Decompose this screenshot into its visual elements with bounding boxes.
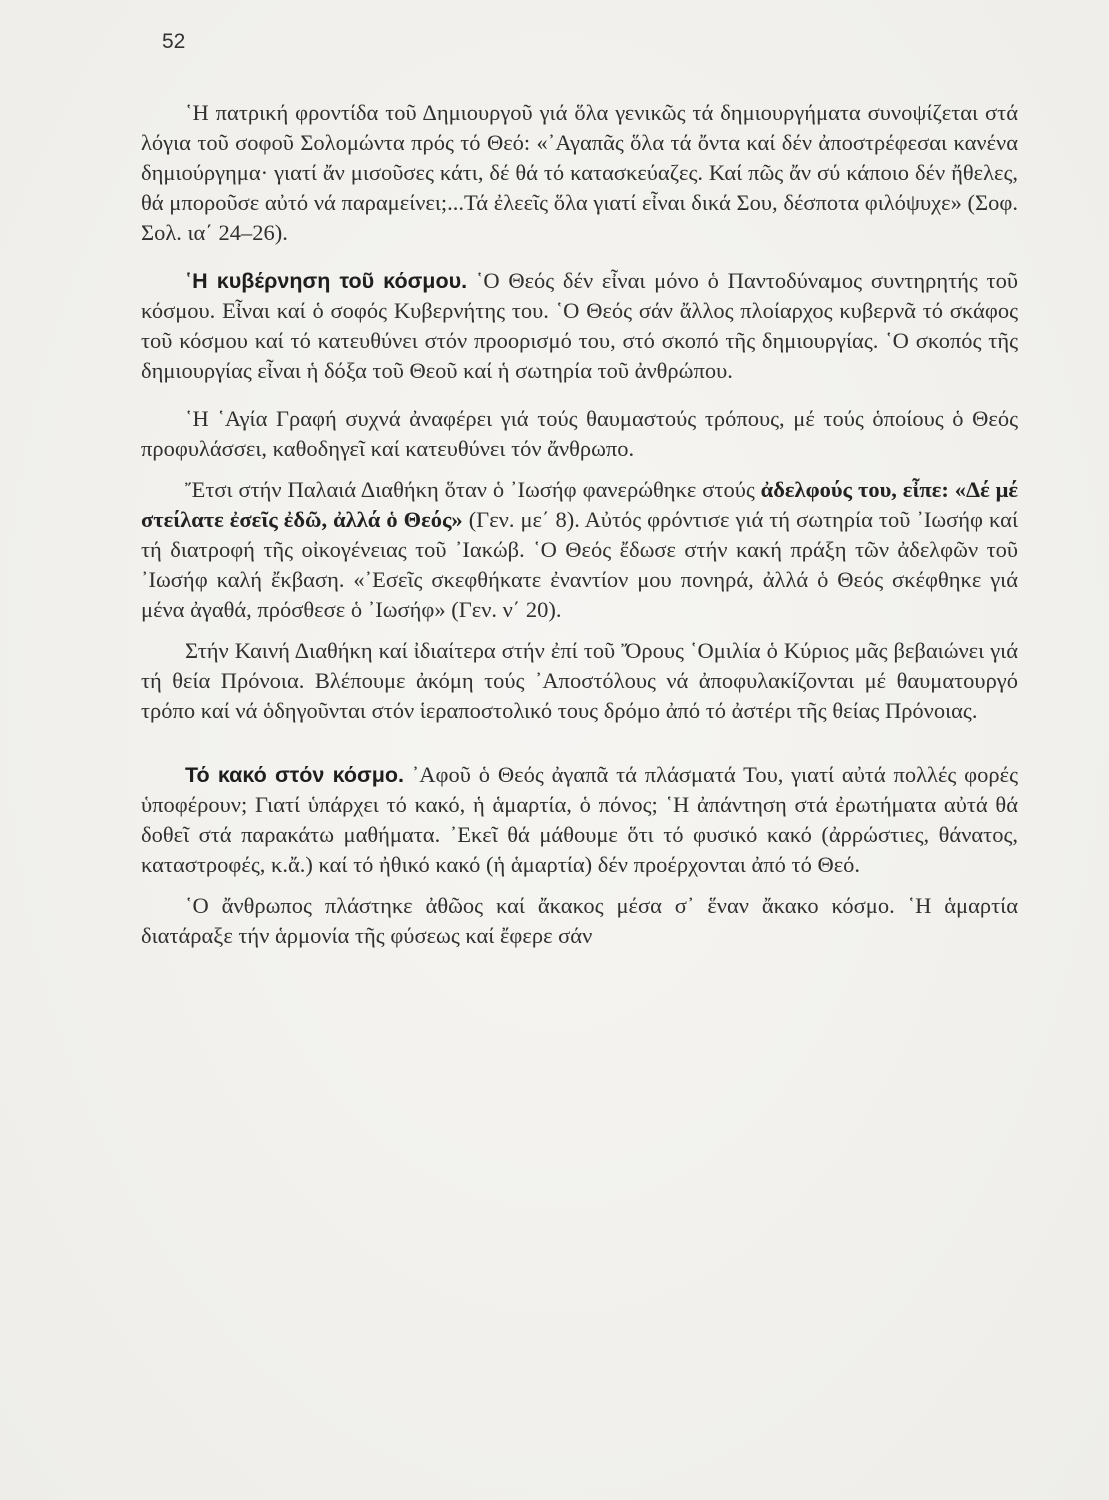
paragraph-world-governance <box>141 266 1018 386</box>
page-body <box>141 98 1018 951</box>
paragraph-governance-text: ῾Ο Θεός δέν εἶναι μόνο ὁ Παντοδύναμος συντηρητής τοῦ κόσμου. Εἶναι καί ὁ σοφός Κυβερνήτης του. ῾Ο Θεός σάν ἄλλος πλοίαρχος κυβερνᾶ τό σκάφος τοῦ κόσμου καί τό κατευθύνει στόν προορισμό του, στό σκοπό τῆς δημιουργίας. ῾Ο σκοπός τῆς δημιουργίας εἶναι ἡ δόξα τοῦ Θεοῦ καί ἡ σωτηρία τοῦ ἀνθρώπου. <box>141 268 1018 383</box>
paragraph-innocent-man: ῾Ο ἄνθρωπος πλάστηκε ἀθῶος καί ἄκακος μέσα σ᾿ ἕναν ἄκακο κόσμο. ῾Η ἁμαρτία διατάραξε τήν ἁρμονία τῆς φύσεως καί ἔφερε σάν <box>141 893 1018 948</box>
joseph-text-start: Ἔτσι στήν Παλαιά Διαθήκη ὅταν ὁ ᾿Ιωσήφ φανερώθηκε στούς <box>185 477 761 502</box>
paragraph-evil-in-world <box>141 760 1018 880</box>
paragraph-evil-text: ᾿Αφοῦ ὁ Θεός ἀγαπᾶ τά πλάσματά Του, γιατί αὐτά πολλές φορές ὑποφέρουν; Γιατί ὑπάρχει τό κακό, ἡ ἁμαρτία, ὁ πόνος; ῾Η ἀπάντηση στά ἐρωτήματα αὐτά θά δοθεῖ στά παρακάτω μαθήματα. ᾿Εκεῖ θά μάθουμε ὅτι τό φυσικό κακό (ἀρρώστιες, θάνατος, καταστροφές, κ.ἄ.) καί τό ἠθικό κακό (ἡ ἁμαρτία) δέν προέρχονται ἀπό τό Θεό. <box>141 762 1018 877</box>
section-heading-governance: ῾Η κυβέρνηση τοῦ κόσμου. <box>185 269 468 293</box>
paragraph-scripture-ways: ῾Η ῾Αγία Γραφή συχνά ἀναφέρει γιά τούς θαυμαστούς τρόπους, μέ τούς ὁποίους ὁ Θεός προφυλάσσει, καθοδηγεῖ καί κατευθύνει τόν ἄνθρωπο. <box>141 406 1018 461</box>
page-number: 52 <box>162 30 186 53</box>
section-heading-evil: Τό κακό στόν κόσμο. <box>185 763 404 787</box>
joseph-text-rest: (Γεν. με΄ 8). Αὐτός φρόντισε γιά τή σωτηρία τοῦ ᾿Ιωσήφ καί τή διατροφή τῆς οἰκογένειας τοῦ ᾿Ιακώβ. ῾Ο Θεός ἔδωσε στήν κακή πράξη τῶν ἀδελφῶν τοῦ ᾿Ιωσήφ καλή ἔκβαση. «᾿Εσεῖς σκεφθήκατε ἐναντίον μου πονηρά, ἀλλά ὁ Θεός σκέφθηκε γιά μένα ἀγαθά, πρόσθεσε ὁ ᾿Ιωσήφ» (Γεν. ν΄ 20). <box>141 507 1018 622</box>
paragraph-new-testament: Στήν Καινή Διαθήκη καί ἰδιαίτερα στήν ἐπί τοῦ Ὄρους ῾Ομιλία ὁ Κύριος μᾶς βεβαιώνει γιά τή θεία Πρόνοια. Βλέπουμε ἀκόμη τούς ᾿Αποστόλους νά ἀποφυλακίζονται μέ θαυματουργό τρόπο καί νά ὁδηγοῦνται στόν ἱεραποστολικό τους δρόμο ἀπό τό ἀστέρι τῆς θείας Πρόνοιας. <box>141 638 1018 723</box>
paragraph-joseph <box>141 475 1018 625</box>
joseph-quote: ἀδελφούς του, εἶπε: «Δέ μέ στείλατε ἐσεῖς ἐδῶ, ἀλλά ὁ Θεός» <box>141 477 1018 532</box>
paragraph-creator-care: ῾Η πατρική φροντίδα τοῦ Δημιουργοῦ γιά ὅλα γενικῶς τά δημιουργήματα συνοψίζεται στά λόγια τοῦ σοφοῦ Σολομώντα πρός τό Θεό: «᾿Αγαπᾶς ὅλα τά ὄντα καί δέν ἀποστρέφεσαι κανένα δημιούργημα· γιατί ἄν μισοῦσες κάτι, δέ θά τό κατασκεύαζες. Καί πῶς ἄν σύ κάποιο δέν ἤθελες, θά μποροῦσε αὐτό νά παραμείνει;...Τά ἐλεεῖς ὅλα γιατί εἶναι δικά Σου, δέσποτα φιλόψυχε» (Σοφ. Σολ. ια΄ 24–26). <box>141 100 1018 245</box>
